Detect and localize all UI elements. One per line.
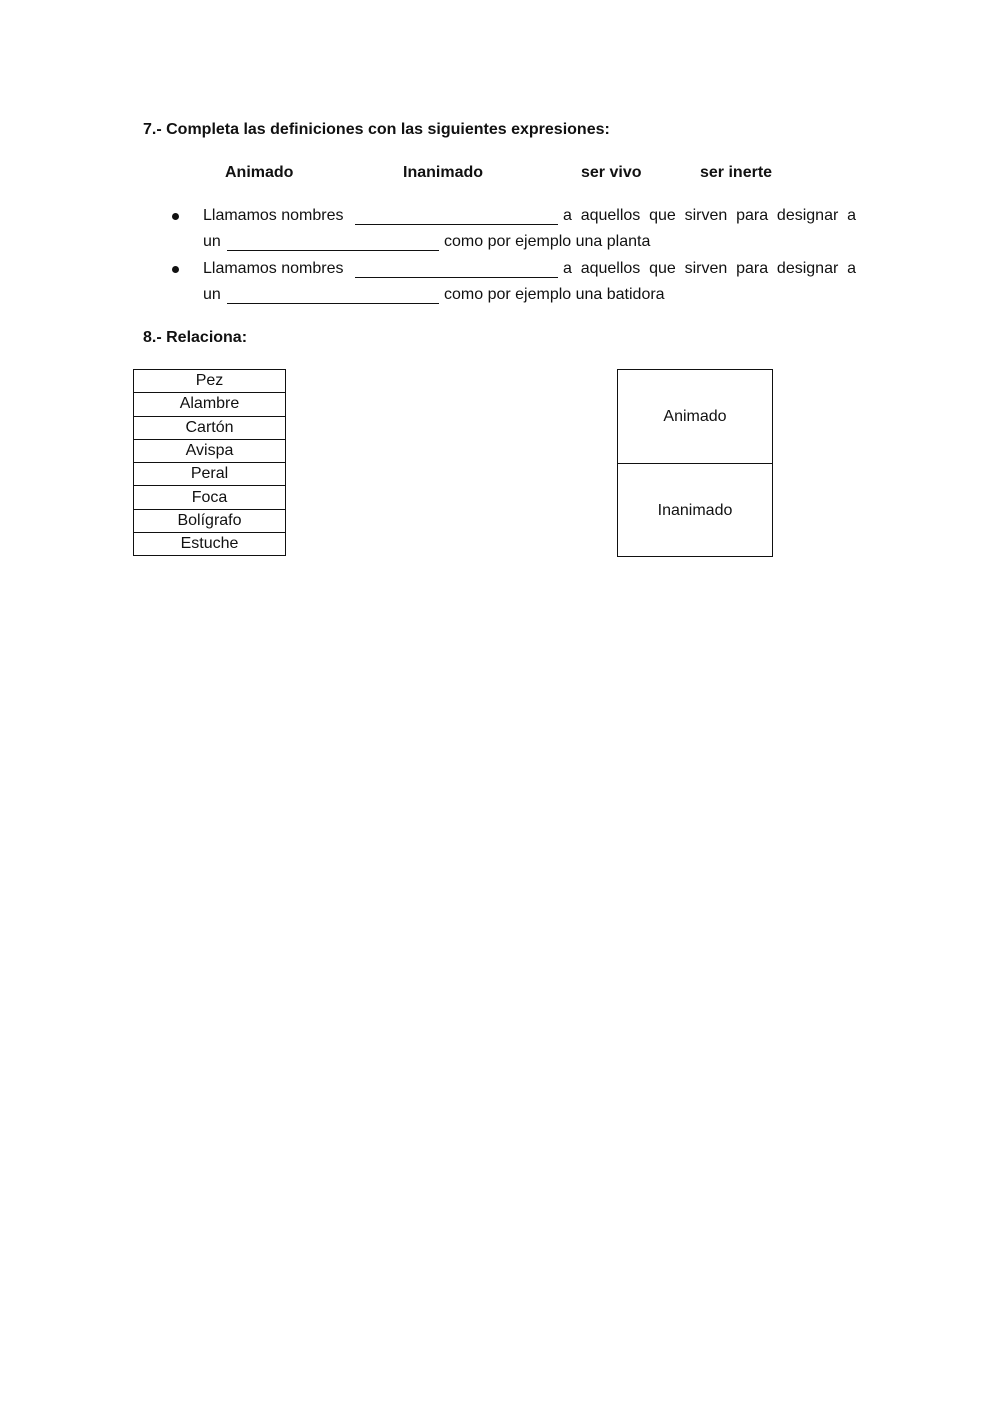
list-item[interactable]: Cartón (134, 416, 286, 439)
word: que (649, 207, 676, 224)
word: a (563, 207, 572, 224)
word: sirven (684, 260, 728, 277)
item-2-middle-text (563, 259, 856, 279)
word: designar (776, 260, 839, 277)
word: aquellos (580, 260, 641, 277)
item-1-un-text: un (203, 233, 221, 250)
category-animado[interactable]: Animado (663, 407, 727, 425)
item-2-lead-text: Llamamos nombres (203, 260, 344, 277)
list-item[interactable]: Avispa (134, 439, 286, 462)
question-7-title: 7.- Completa las definiciones con las siguientes expresiones: (143, 121, 610, 138)
item-2-tail-text: como por ejemplo una batidora (444, 286, 665, 303)
item-1-blank-1[interactable] (355, 224, 558, 225)
word: para (736, 260, 769, 277)
word-inanimado: Inanimado (403, 164, 484, 181)
word-ser-inerte: ser inerte (700, 164, 773, 181)
list-item[interactable]: Bolígrafo (134, 509, 286, 532)
list-item[interactable]: Peral (134, 463, 286, 486)
item-2-blank-1[interactable] (355, 277, 558, 278)
list-item[interactable]: Estuche (134, 533, 286, 556)
bullet-icon (172, 213, 179, 220)
list-item[interactable]: Pez (134, 370, 286, 393)
question-8-title: 8.- Relaciona: (143, 329, 248, 346)
word-ser-vivo: ser vivo (581, 164, 642, 181)
word: sirven (684, 207, 728, 224)
word-list-table (133, 369, 286, 556)
item-1-lead-text: Llamamos nombres (203, 207, 344, 224)
category-box (617, 369, 773, 557)
word: a (847, 260, 856, 277)
word: aquellos (580, 207, 641, 224)
list-item[interactable]: Foca (134, 486, 286, 509)
item-1-blank-2[interactable] (227, 250, 439, 251)
item-2-un-text: un (203, 286, 221, 303)
word: para (736, 207, 769, 224)
word: a (563, 260, 572, 277)
item-1-middle-text (563, 206, 856, 226)
word: designar (776, 207, 839, 224)
word-animado: Animado (225, 164, 294, 181)
item-1-tail-text: como por ejemplo una planta (444, 233, 651, 250)
list-item[interactable]: Alambre (134, 393, 286, 416)
item-2-blank-2[interactable] (227, 303, 439, 304)
word: a (847, 207, 856, 224)
bullet-icon (172, 266, 179, 273)
category-inanimado[interactable]: Inanimado (618, 463, 772, 557)
word: que (649, 260, 676, 277)
